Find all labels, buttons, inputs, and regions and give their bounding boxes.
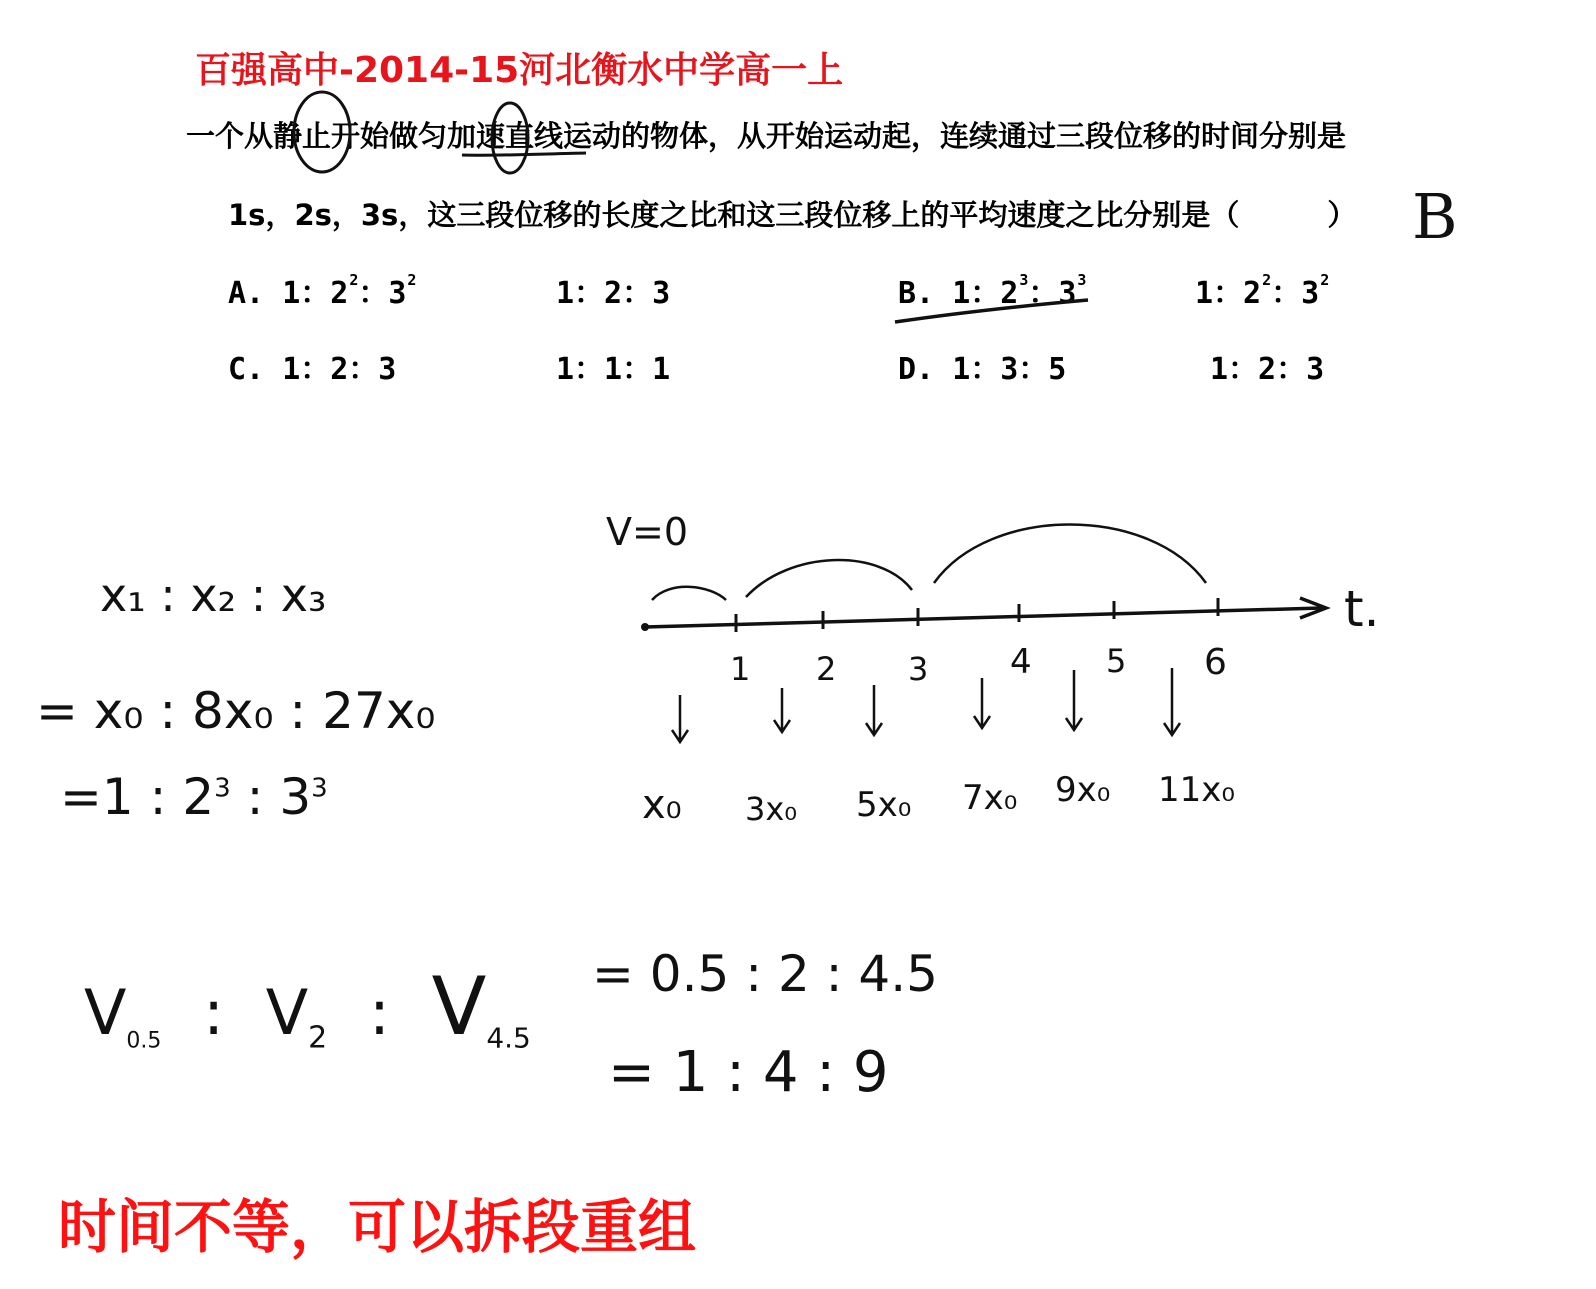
option-d-label: D. [898,352,935,387]
option-a-label: A. [228,276,265,311]
tick-label-4: 4 [1010,642,1032,682]
note-text: 时间不等，可以拆段重组 [58,1193,697,1261]
tick-label-5: 5 [1106,642,1127,680]
velocity-ratio-value: = 0.5 : 2 : 4.5 [592,945,938,1003]
option-b-second: 1：$2^2$：$3^2$ [1195,271,1330,311]
option-b-ratio: 1：$2^3$：$3^3$ [952,271,1087,311]
circle-mark-static [294,92,350,172]
option-c-second: 1：1：1 [556,352,671,387]
down-arrow-icon [1164,668,1180,735]
handwritten-answer: B [1412,180,1458,253]
axis-label: t. [1344,580,1380,638]
underline-mark-option-b [895,300,1088,322]
segment-label-1: x₀ [642,782,682,828]
question-line-1: 一个从静止开始做匀加速直线运动的物体，从开始运动起，连续通过三段位移的时间分别是 [186,119,1347,153]
tick-label-3: 3 [908,650,929,688]
axis-origin-dot [641,623,649,631]
option-d-second: 1：2：3 [1210,352,1325,387]
ratio-line-2: = x₀ : 8x₀ : 27x₀ [36,682,436,740]
page-title: 百强高中-2014-15河北衡水中学高一上 [195,50,844,91]
arc-segment-1 [652,587,726,600]
velocity-ratio-simplified: = 1 : 4 : 9 [608,1040,889,1105]
axis-ticks [736,598,1218,632]
question-line-2-close: ） [1327,198,1357,232]
tick-label-2: 2 [816,650,837,688]
option-b-label: B. [898,276,935,311]
segment-label-2: 3x₀ [745,790,798,828]
option-a-second: 1：2：3 [556,276,671,311]
down-arrow-icon [672,695,688,742]
segment-label-5: 9x₀ [1055,770,1111,810]
time-axis-line [645,608,1322,627]
segment-label-4: 7x₀ [962,778,1018,818]
v0-label: V=0 [606,510,689,554]
arc-segment-3 [934,525,1206,584]
velocity-ratio: $V_{0.5}$ : $V_2$ : $V_{4.5}$ [84,960,531,1056]
option-c-ratio: 1：2：3 [282,352,397,387]
down-arrow-icon [774,688,790,732]
question-line-2-text: 1s，2s，3s，这三段位移的长度之比和这三段位移上的平均速度之比分别是（ [228,198,1240,232]
ratio-line-1: x₁ : x₂ : x₃ [100,568,327,622]
underline-mark-uniform [462,153,586,155]
down-arrow-icon [866,685,882,735]
option-d-ratio: 1：3：5 [952,352,1067,387]
down-arrow-icon [974,678,990,728]
circle-mark-accelerate [492,103,528,173]
option-a-ratio: 1：$2^2$：$3^2$ [282,271,417,311]
segment-label-3: 5x₀ [856,785,912,825]
tick-label-1: 1 [730,650,751,688]
tick-label-6: 6 [1204,642,1227,683]
down-arrow-icon [1066,670,1082,730]
option-c-label: C. [228,352,265,387]
arc-segment-2 [746,560,912,597]
ratio-line-3: =1 : $2^3$ : $3^3$ [60,768,328,826]
segment-label-6: 11x₀ [1158,770,1236,810]
